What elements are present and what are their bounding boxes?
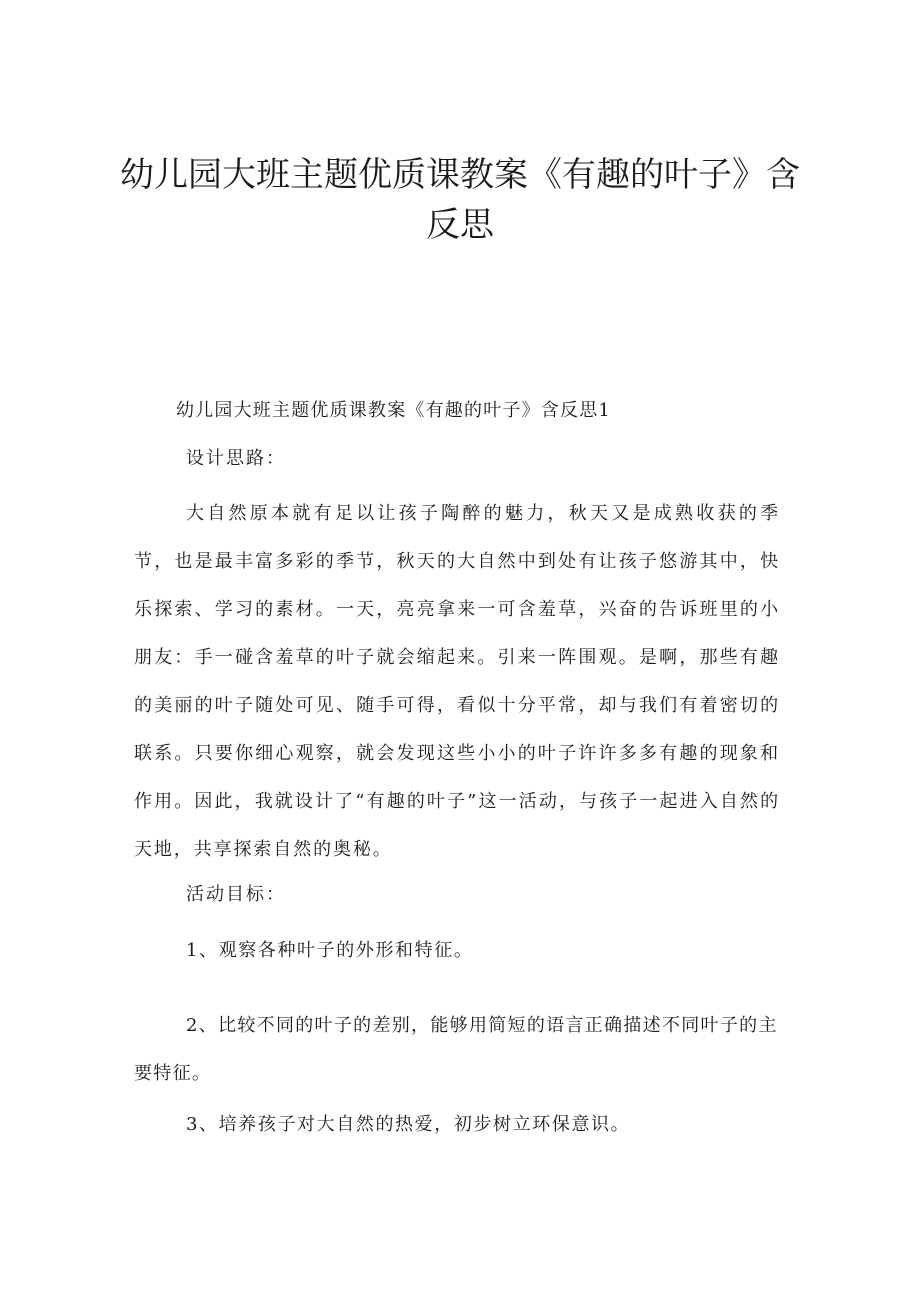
document-title: 幼儿园大班主题优质课教案《有趣的叶子》含反思 [120, 155, 800, 245]
goal-item-1: 1、观察各种叶子的外形和特征。 [186, 940, 474, 961]
goals-heading: 活动目标： [186, 884, 286, 905]
goal-item-3: 3、培养孩子对大自然的热爱，初步树立环保意识。 [186, 1114, 631, 1135]
design-heading: 设计思路： [186, 448, 286, 469]
design-paragraph: 大自然原本就有足以让孩子陶醉的魅力，秋天又是成熟收获的季节，也是最丰富多彩的季节，秋天的大自然中到处有让孩子悠游其中，快乐探索、学习的素材。一天，亮亮拿来一可含羞草，兴奋的告诉班里的小朋友：手一碰含羞草的叶子就会缩起来。引来一阵围观。是啊，那些有趣的美丽的叶子随处可见、随手可得，看似十分平常，却与我们有着密切的联系。只要你细心观察，就会发现这些小小的叶子许许多多有趣的现象和作用。因此，我就设计了“有趣的叶子”这一活动，与孩子一起进入自然的天地，共享探索自然的奥秘。 [134, 503, 780, 860]
goal-item-2: 2、比较不同的叶子的差别，能够用简短的语言正确描述不同叶子的主要特征。 [134, 1015, 778, 1084]
section-subtitle: 幼儿园大班主题优质课教案《有趣的叶子》含反思1 [176, 400, 612, 421]
